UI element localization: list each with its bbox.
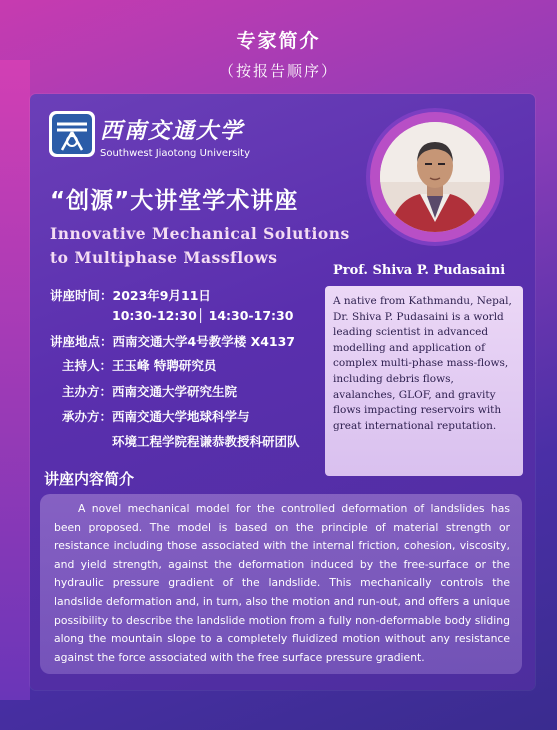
abstract-text: A novel mechanical model for the controlled deformation of landslides has been proposed. The model is based on the principle of material strength or resistance including those associated with the internal friction, cohesion, viscosity, and yield strength, against the deformation induced by the free-surface or the hydraulic pressure gradient of the landslide. This mechanically controls the landslide deformation and, in turn, also the motion and run-out, and offers a unique possibility to describe the landslide motion from a fully non-deformable body sliding along the mountain slope to a completely fluidized motion without any resistance against the force associated with the free surface pressure gradient. [40, 494, 522, 674]
info-time-slots: 10:30-12:30│ 14:30-17:30 [112, 308, 294, 323]
lecture-title-line1: Innovative Mechanical Solutions [50, 224, 350, 243]
info-place-value: 西南交通大学4号教学楼 X4137 [112, 334, 295, 349]
abstract-heading: 讲座内容简介 [44, 470, 135, 488]
info-time-value: 2023年9月11日 [112, 288, 211, 303]
info-host-value: 王玉峰 特聘研究员 [112, 358, 217, 373]
university-name-en: Southwest Jiaotong University [100, 148, 251, 159]
left-decor-strip [0, 60, 30, 700]
info-host [50, 357, 216, 375]
info-coorganizer [50, 408, 250, 426]
speaker-photo [380, 122, 490, 232]
info-host-label: 主持人： [61, 358, 112, 373]
info-place-label: 讲座地点： [50, 334, 113, 349]
info-coorganizer-label: 承办方： [61, 409, 112, 424]
info-organizer-label: 主办方： [61, 384, 112, 399]
info-time-label: 讲座时间： [50, 288, 113, 303]
speaker-name: Prof. Shiva P. Pudasaini [333, 263, 506, 278]
info-organizer [50, 383, 237, 401]
info-coorganizer-value2: 环境工程学院程谦恭教授科研团队 [112, 434, 300, 449]
info-time [50, 287, 211, 305]
lecture-title [50, 222, 370, 270]
speaker-bio: A native from Kathmandu, Nepal, Dr. Shiva P. Pudasaini is a world leading scientist in advanced modelling and application of complex multi-phase mass-flows, including debris flows, avalanches, GLOF, and gravity flows impacting reservoirs with great international reputation. [325, 286, 523, 476]
page-title: 专家简介 [236, 30, 321, 52]
page-subtitle: （按报告顺序） [218, 62, 338, 80]
lecture-series-title: “创源”大讲堂学术讲座 [50, 188, 299, 214]
university-name-cn: 西南交通大学 [100, 118, 245, 144]
info-coorganizer-value: 西南交通大学地球科学与 [112, 409, 250, 424]
university-logo-icon [48, 110, 96, 158]
lecture-title-line2: to Multiphase Massflows [50, 248, 278, 267]
info-place [50, 333, 295, 351]
info-organizer-value: 西南交通大学研究生院 [112, 384, 238, 399]
